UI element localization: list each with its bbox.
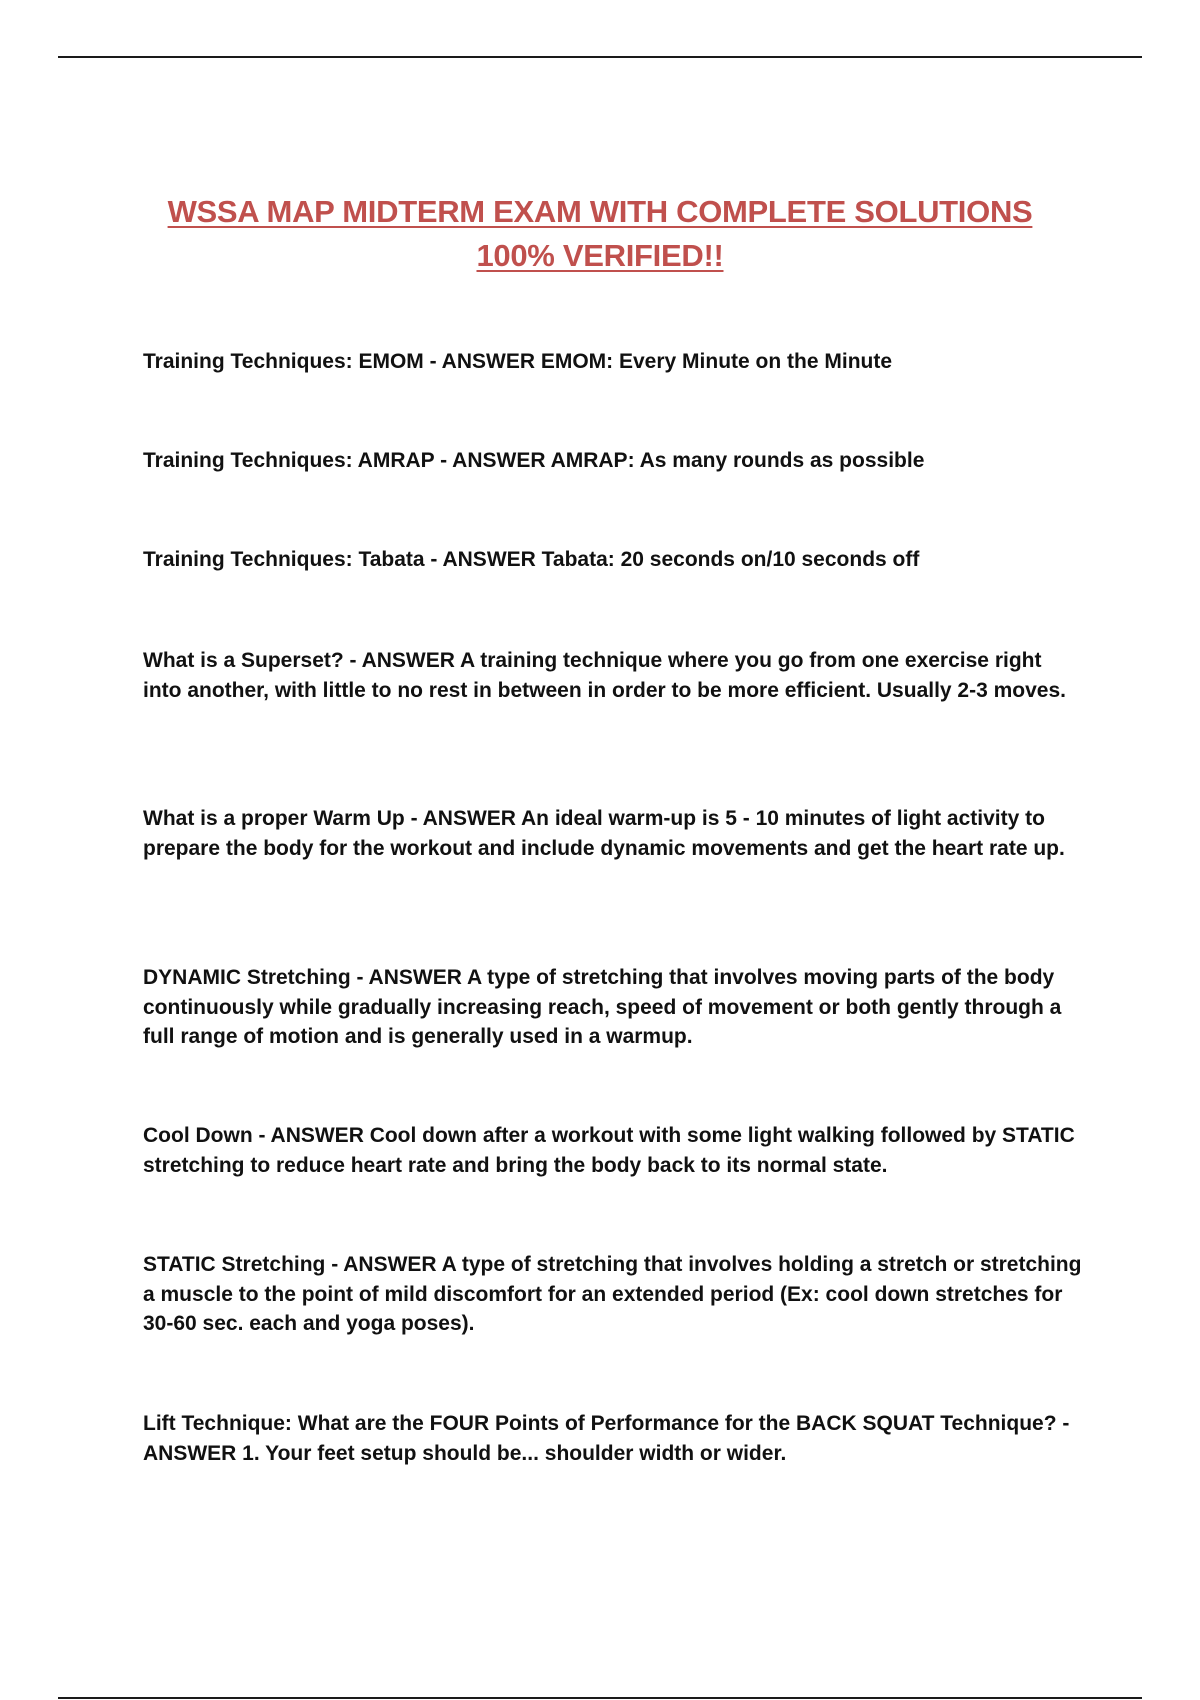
title-line-2: 100% VERIFIED!!: [476, 238, 724, 273]
qa-entry-cool-down: Cool Down - ANSWER Cool down after a workout with some light walking followed by STATIC stretching to reduce heart rate and bring the body back to its normal state.: [143, 1124, 1075, 1177]
qa-entry-amrap: Training Techniques: AMRAP - ANSWER AMRAP: As many rounds as possible: [143, 449, 925, 472]
top-divider: [58, 56, 1142, 58]
qa-entry-back-squat: Lift Technique: What are the FOUR Points of Performance for the BACK SQUAT Technique? - ANSWER 1. Your feet setup should be... shoulder width or wider.: [143, 1412, 1070, 1465]
document-title: [100, 190, 1100, 278]
bottom-divider: [58, 1697, 1142, 1699]
qa-entry-static-stretching: STATIC Stretching - ANSWER A type of stretching that involves holding a stretch or stretching a muscle to the point of mild discomfort for an extended period (Ex: cool down stretches for 30-60 sec. each and yoga poses).: [143, 1253, 1082, 1335]
title-line-1: WSSA MAP MIDTERM EXAM WITH COMPLETE SOLUTIONS: [167, 194, 1033, 229]
qa-entry-dynamic-stretching: DYNAMIC Stretching - ANSWER A type of stretching that involves moving parts of the body continuously while gradually increasing reach, speed of movement or both gently through a full range of motion and is generally used in a warmup.: [143, 966, 1062, 1048]
qa-entry-emom: Training Techniques: EMOM - ANSWER EMOM: Every Minute on the Minute: [143, 350, 893, 373]
qa-entry-warm-up: What is a proper Warm Up - ANSWER An ideal warm-up is 5 - 10 minutes of light activity to prepare the body for the workout and include dynamic movements and get the heart rate up.: [143, 807, 1065, 860]
qa-entry-tabata: Training Techniques: Tabata - ANSWER Tabata: 20 seconds on/10 seconds off: [143, 548, 920, 571]
qa-entry-superset: What is a Superset? - ANSWER A training technique where you go from one exercise right into another, with little to no rest in between in order to be more efficient. Usually 2-3 moves.: [143, 649, 1066, 702]
